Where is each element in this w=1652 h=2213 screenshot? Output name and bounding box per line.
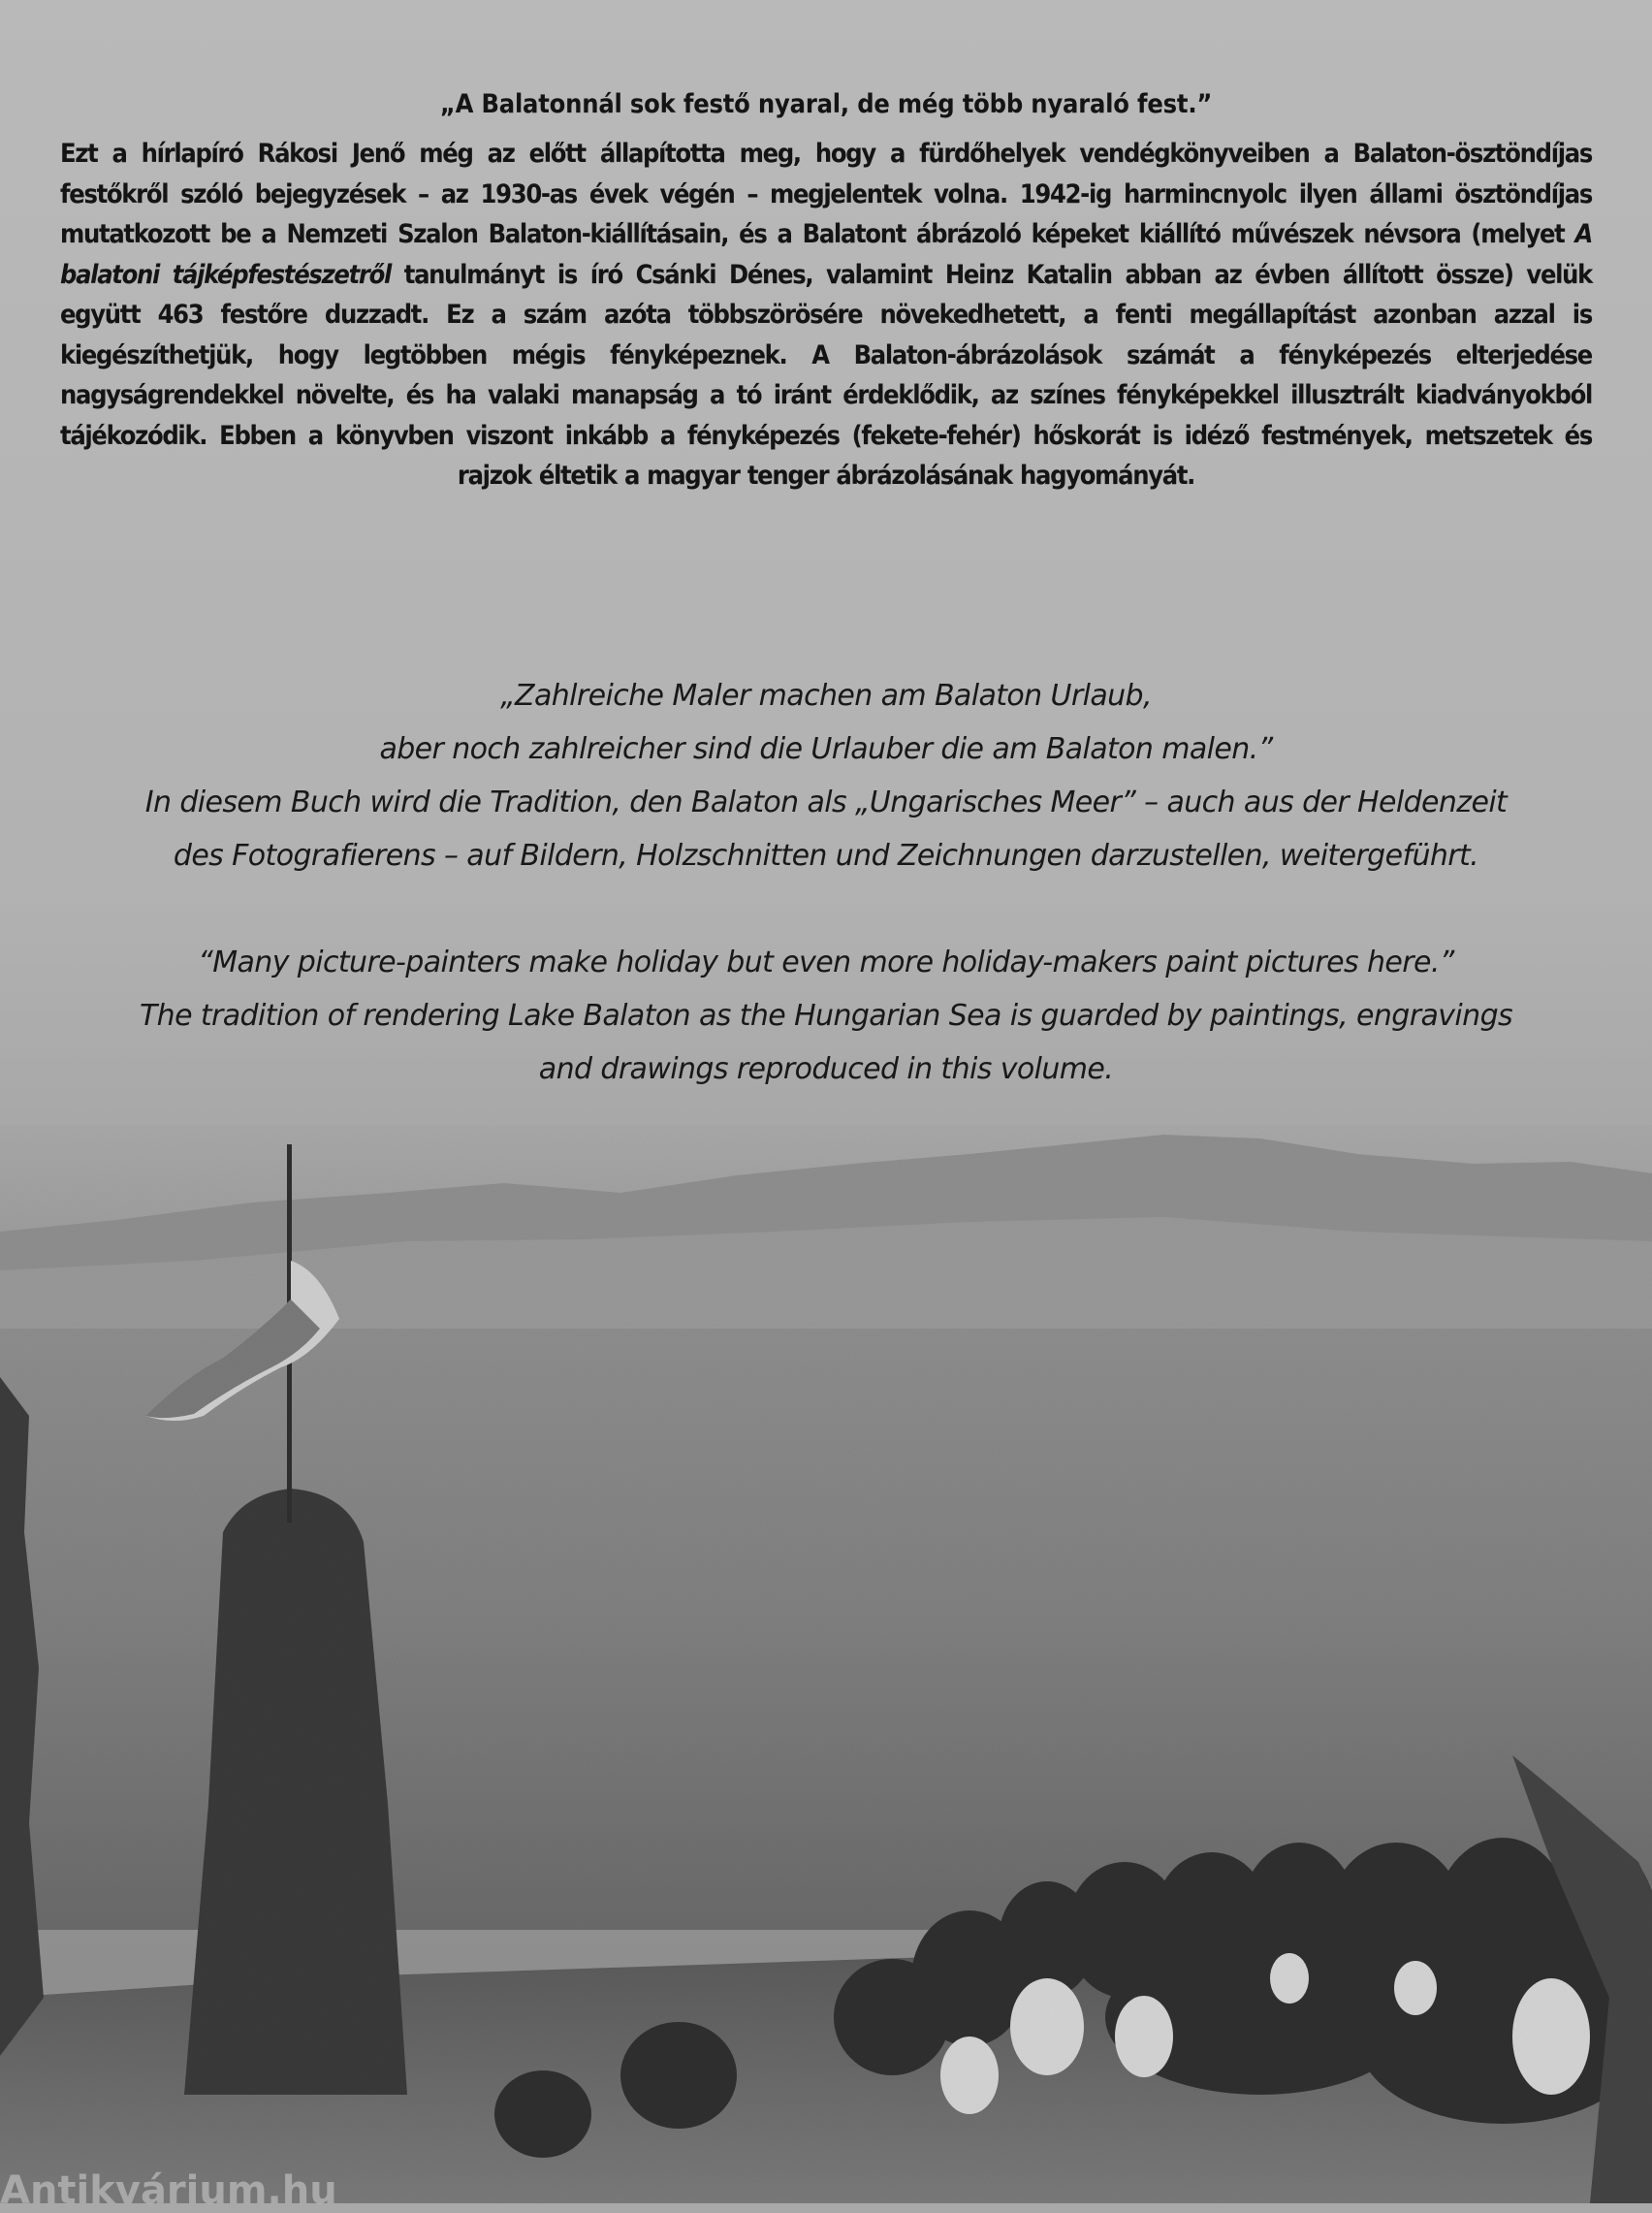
german-text xyxy=(39,669,1613,882)
german-line: „Zahlreiche Maler machen am Balaton Urlaub, xyxy=(500,679,1152,713)
watermark: Antikvárium.hu xyxy=(0,2168,337,2213)
hungarian-paragraph-part-1: Ezt a hírlapíró Rákosi Jenő még az előtt állapította meg, hogy a fürdőhelyek vendégkönyveiben a Balaton-ösztöndíjas festőkről szóló bejegyzések – az 1930-as évek végén – megjelentek volna. 1942-ig harmincnyolc ilyen állami ösztöndíjas mutatkozott be a Nemzeti Szalon Balaton-kiállításain, és a Balatont ábrázoló képeket kiállító művészek névsora (melyet xyxy=(60,139,1592,249)
lake-balaton-painting xyxy=(0,1125,1652,2203)
hungarian-book-title: A balatoni tájképfestészetről xyxy=(60,219,1592,290)
german-line: des Fotografierens – auf Bildern, Holzschnitten und Zeichnungen darzustellen, weitergeführt. xyxy=(173,839,1479,873)
hungarian-text xyxy=(60,85,1592,497)
german-line: aber noch zahlreicher sind die Urlauber die am Balaton malen.” xyxy=(379,732,1273,766)
german-line: In diesem Buch wird die Tradition, den Balaton als „Ungarisches Meer” – auch aus der Heldenzeit xyxy=(144,786,1508,819)
english-line: The tradition of rendering Lake Balaton as the Hungarian Sea is guarded by paintings, engravings xyxy=(139,999,1513,1033)
english-line: and drawings reproduced in this volume. xyxy=(538,1052,1114,1086)
hungarian-quote: „A Balatonnál sok festő nyaral, de még több nyaraló fest.” xyxy=(439,89,1213,119)
english-line: “Many picture-painters make holiday but even more holiday-makers paint pictures here.” xyxy=(198,946,1454,979)
english-text xyxy=(39,936,1613,1096)
hungarian-paragraph-part-2: tanulmányt is író Csánki Dénes, valamint Heinz Katalin abban az évben állított össze) velük együtt 463 festőre duzzadt. Ez a szám azóta többszörösére növekedhetett, a fenti megállapítást azonban azzal is kiegészíthetjük, hogy legtöbben mégis fényképeznek. A Balaton-ábrázolások számát a fényképezés elterjedése nagyságrendekkel növelte, és ha valaki manapság a tó iránt érdeklődik, az színes fényképekkel illusztrált kiadványokból tájékozódik. Ebben a könyvben viszont inkább a fényképezés (fekete-fehér) hőskorát is idéző festmények, metszetek és rajzok éltetik a magyar tenger ábrázolásának hagyományát. xyxy=(60,259,1592,491)
hungarian-paragraph xyxy=(60,134,1592,497)
